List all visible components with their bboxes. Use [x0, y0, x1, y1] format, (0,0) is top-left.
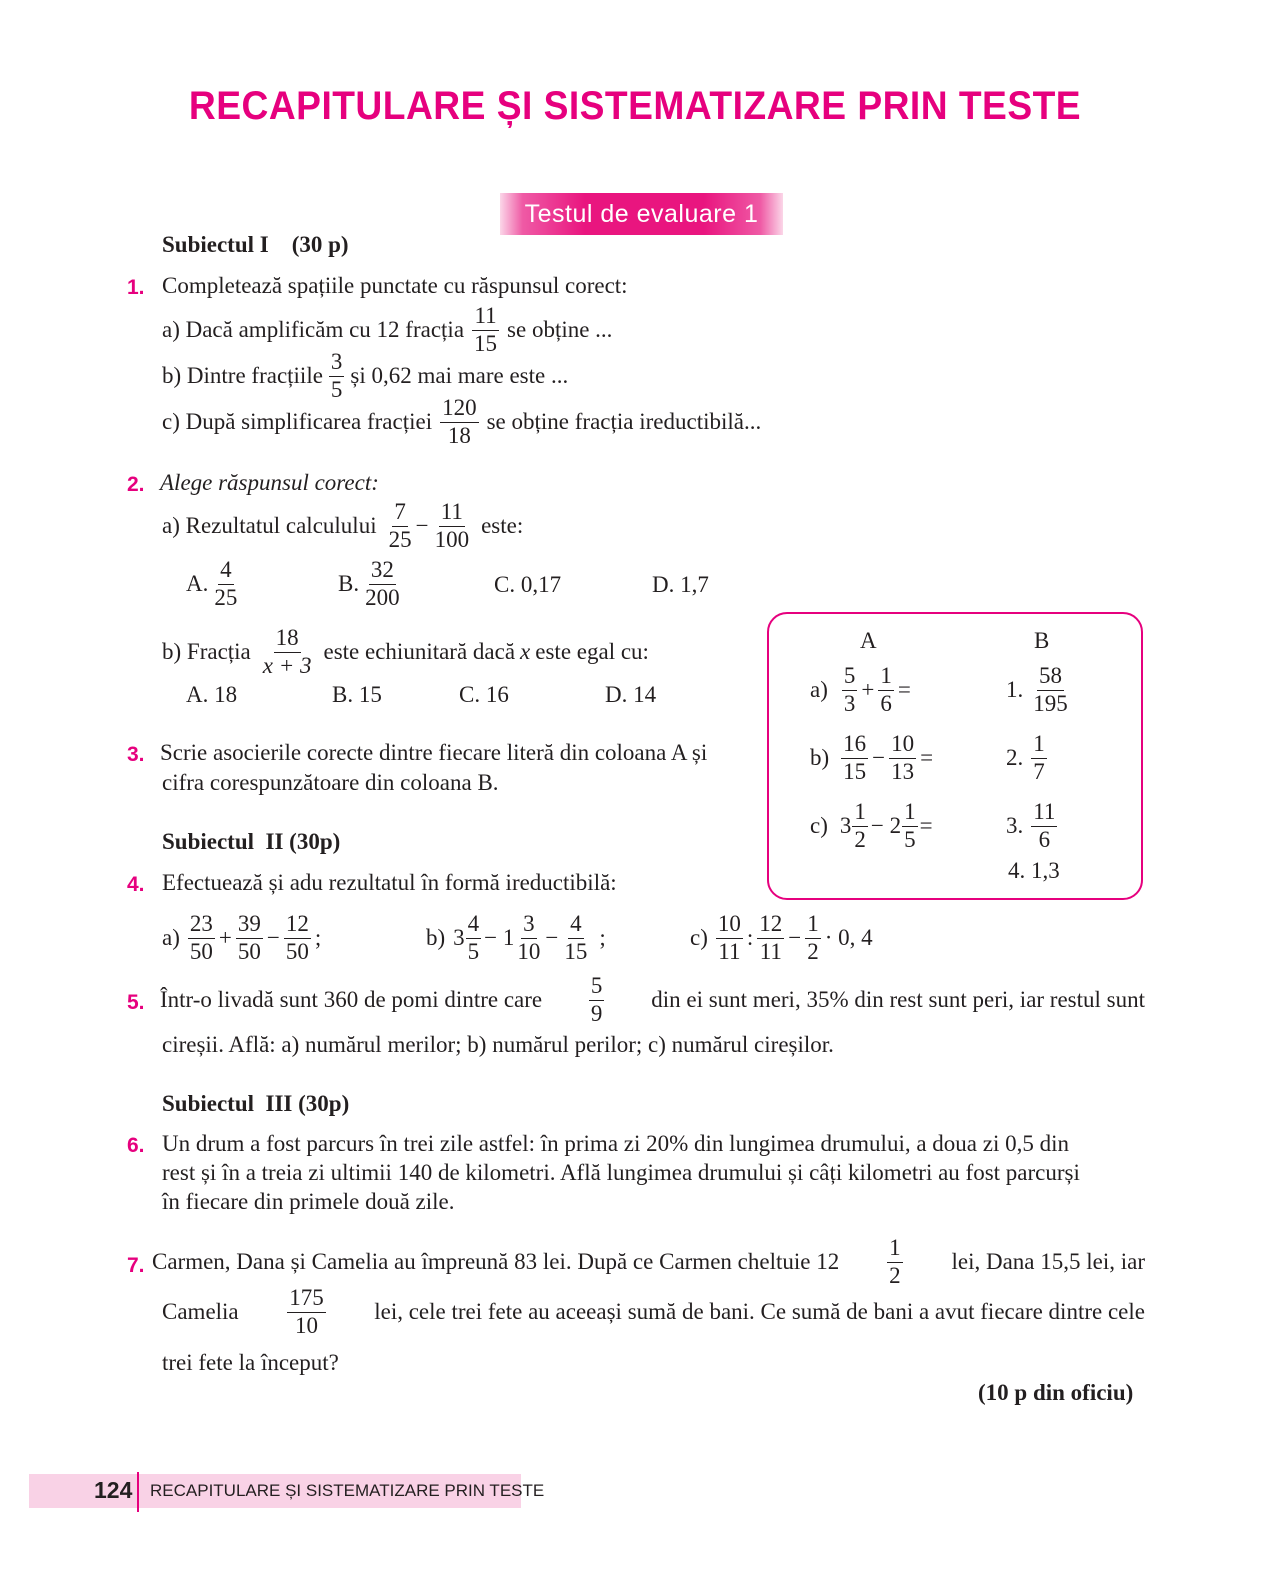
question-5-line-2: cireșii. Află: a) numărul merilor; b) numărul perilor; c) numărul cireșilor.	[162, 1032, 834, 1057]
fraction: $\frac{1}{5}$	[904, 799, 916, 852]
oficiu-note: (10 p din oficiu)	[978, 1380, 1134, 1405]
question-7-line-2: Camelia $\frac{175}{10}$ lei, cele trei fete au aceeași sumă de bani. Ce sumă de bani a avut fiecare dintre cele	[162, 1285, 1145, 1338]
fraction: $\frac{10}{11}$	[717, 911, 741, 964]
question-4-number: 4.	[127, 873, 145, 896]
fraction: $\frac{7}{25}$	[388, 499, 412, 552]
question-1a: a) Dacă amplificăm cu 12 fracția $\frac{11}{15}$ se obține ...	[162, 303, 613, 356]
question-4c: c) $\frac{10}{11}$ : $\frac{12}{11}$ − $\frac{1}{2}$ · 0, 4	[690, 911, 873, 964]
fraction: $\frac{39}{50}$	[237, 911, 261, 964]
question-2b-option-b: B. 15	[332, 682, 382, 707]
question-1b: b) Dintre fracțiile $\frac{3}{5}$ și 0,62 mai mare este ...	[162, 349, 569, 402]
fraction: $\frac{11}{6}$	[1033, 799, 1056, 852]
column-a-item-b: b) $\frac{16}{15}$ − $\frac{10}{13}$ =	[810, 731, 934, 784]
fraction: $\frac{32}{200}$	[365, 557, 400, 610]
question-6-line-1: Un drum a fost parcurs în trei zile astfel: în prima zi 20% din lungimea drumului, a doua zi 0,5 din	[162, 1131, 1069, 1156]
column-b-item-4: 4. 1,3	[1008, 858, 1060, 883]
question-2-text: Alege răspunsul corect:	[160, 470, 379, 495]
fraction: $\frac{10}{13}$	[891, 731, 915, 784]
page-title: RECAPITULARE ȘI SISTEMATIZARE PRIN TESTE	[188, 84, 1082, 128]
column-b-item-3: 3. $\frac{11}{6}$	[1006, 799, 1056, 852]
fraction: $\frac{11}{15}$	[474, 303, 498, 356]
question-2b-option-c: C. 16	[459, 682, 509, 707]
question-6-number: 6.	[127, 1134, 145, 1157]
question-6-line-3: în fiecare din primele două zile.	[162, 1189, 455, 1214]
fraction: $\frac{23}{50}$	[189, 911, 213, 964]
question-5-number: 5.	[127, 991, 145, 1014]
fraction: $\frac{18}{x + 3}$	[262, 625, 312, 678]
fraction: $\frac{1}{6}$	[880, 663, 892, 716]
subject-3-heading: Subiectul III (30p)	[162, 1091, 350, 1116]
fraction: $\frac{5}{9}$	[590, 973, 603, 1026]
fraction: $\frac{16}{15}$	[843, 731, 867, 784]
footer-divider	[137, 1472, 139, 1512]
question-3-line-1: Scrie asocierile corecte dintre fiecare literă din coloana A și	[160, 740, 708, 765]
question-2b: b) Fracția $\frac{18}{x + 3}$ este echiunitară dacă x este egal cu:	[162, 625, 649, 678]
question-3-line-2: cifra corespunzătoare din coloana B.	[162, 770, 499, 795]
test-title: Testul de evaluare 1	[524, 200, 759, 228]
question-2-number: 2.	[127, 473, 145, 496]
fraction: $\frac{3}{5}$	[330, 349, 343, 402]
fraction: $\frac{58}{195}$	[1033, 663, 1068, 716]
question-7-line-1: Carmen, Dana și Camelia au împreună 83 lei. După ce Carmen cheltuie 12 $\frac{1}{2}$ lei, Dana 15,5 lei, iar	[152, 1235, 1145, 1288]
fraction: $\frac{3}{10}$	[517, 911, 541, 964]
question-3-number: 3.	[127, 743, 145, 766]
fraction: $\frac{4}{5}$	[467, 911, 480, 964]
subject-2-heading: Subiectul II (30p)	[162, 829, 341, 854]
column-b-header: B	[1034, 628, 1050, 653]
fraction: $\frac{120}{18}$	[442, 395, 477, 448]
column-a-item-c: c) 3 $\frac{1}{2}$ − 2 $\frac{1}{5}$ =	[810, 799, 933, 852]
question-1c: c) După simplificarea fracției $\frac{120}{18}$ se obține fracția ireductibilă...	[162, 395, 762, 448]
column-b-item-1: 1. $\frac{58}{195}$	[1006, 663, 1068, 716]
footer-title: RECAPITULARE ȘI SISTEMATIZARE PRIN TESTE	[150, 1481, 545, 1500]
fraction: $\frac{12}{11}$	[759, 911, 783, 964]
fraction: $\frac{11}{100}$	[434, 499, 470, 552]
question-5-line-1: Într-o livadă sunt 360 de pomi dintre care $\frac{5}{9}$ din ei sunt meri, 35% din rest sunt peri, iar restul sunt	[160, 973, 1145, 1026]
page-number: 124	[94, 1477, 133, 1503]
question-6-line-2: rest și în a treia zi ultimii 140 de kilometri. Află lungimea drumului și câți kilometri au fost parcurși	[162, 1160, 1080, 1185]
question-4-text: Efectuează și adu rezultatul în formă ireductibilă:	[162, 870, 617, 895]
fraction: $\frac{1}{7}$	[1033, 731, 1045, 784]
question-1-number: 1.	[127, 276, 145, 299]
column-a-item-a: a) $\frac{5}{3}$ + $\frac{1}{6}$ =	[810, 663, 911, 716]
question-2b-option-d: D. 14	[605, 682, 657, 707]
question-2a-option-d: D. 1,7	[652, 572, 709, 597]
fraction: $\frac{1}{2}$	[854, 799, 866, 852]
question-4a: a) $\frac{23}{50}$ + $\frac{39}{50}$ − $\frac{12}{50}$ ;	[162, 911, 322, 964]
column-a-header: A	[860, 628, 877, 653]
test-title-banner	[500, 193, 783, 235]
fraction: $\frac{12}{50}$	[285, 911, 309, 964]
column-b-item-2: 2. $\frac{1}{7}$	[1006, 731, 1045, 784]
question-2a-option-b: B. $\frac{32}{200}$	[338, 557, 400, 610]
question-7-line-3: trei fete la început?	[162, 1350, 339, 1375]
question-2a-option-a: A. $\frac{4}{25}$	[186, 557, 238, 610]
fraction: $\frac{175}{10}$	[289, 1285, 324, 1338]
question-1-text: Completează spațiile punctate cu răspunsul corect:	[162, 273, 628, 298]
fraction: $\frac{5}{3}$	[843, 663, 856, 716]
fraction: $\frac{1}{2}$	[807, 911, 819, 964]
question-2a: a) Rezultatul calculului $\frac{7}{25}$ − $\frac{11}{100}$ este:	[162, 499, 524, 552]
question-2a-option-c: C. 0,17	[494, 572, 562, 597]
fraction: $\frac{1}{2}$	[889, 1235, 901, 1288]
fraction: $\frac{4}{25}$	[214, 557, 238, 610]
subject-1-heading: Subiectul I (30 p)	[162, 232, 349, 257]
question-7-number: 7.	[127, 1254, 145, 1277]
fraction: $\frac{4}{15}$	[564, 911, 588, 964]
question-2b-option-a: A. 18	[186, 682, 238, 707]
question-4b: b) 3 $\frac{4}{5}$ − 1 $\frac{3}{10}$ − $\frac{4}{15}$ ;	[426, 911, 606, 964]
